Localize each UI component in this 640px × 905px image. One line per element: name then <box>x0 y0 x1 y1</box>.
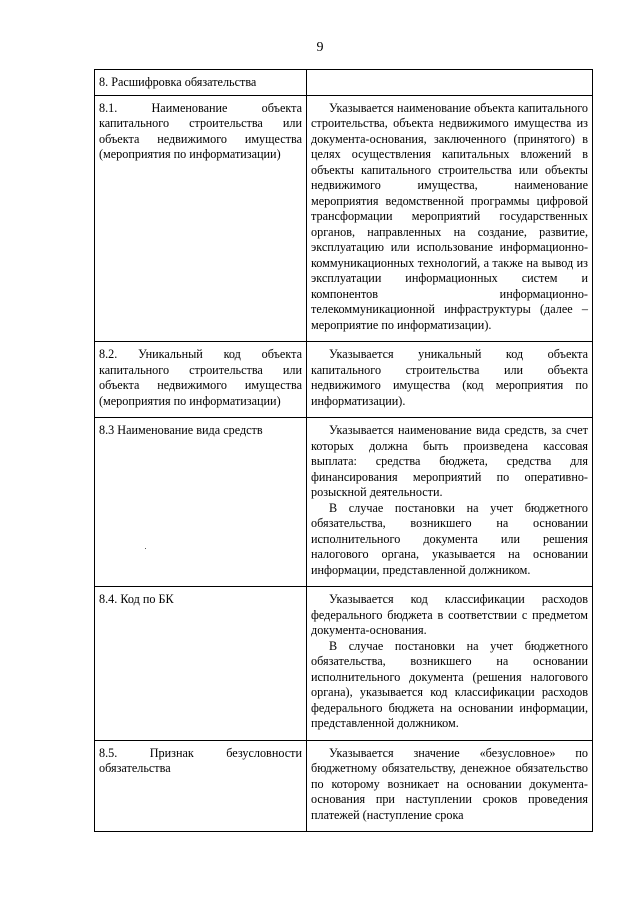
section-title: 8. Расшифровка обязательства <box>95 70 307 96</box>
field-name-cell: 8.1. Наименование объекта капитального строительства или объекта недвижимого имущества (мероприятия по информатизации) <box>95 95 307 342</box>
field-description-cell <box>307 587 593 741</box>
field-description-cell <box>307 342 593 418</box>
field-name-cell: 8.4. Код по БК <box>95 587 307 741</box>
field-name-cell: 8.5. Признак безусловности обязательства <box>95 740 307 832</box>
description-paragraph: Указывается наименование объекта капитального строительства, объекта недвижимого имущества из документа-основания, заключенного (принятого) в целях осуществления капитальных вложений в объекты капитального строительства или объекты недвижимого имущества, наименование мероприятия ведомственной программы цифровой трансформации мероприятий государственных органов, направленных на создание, развитие, эксплуатацию или использование информационно-коммуникационных технологий, а также на вывод из эксплуатации информационных систем и компонентов информационно-телекоммуникационной инфраструктуры (далее – мероприятие по информатизации). <box>311 100 588 332</box>
description-paragraph: Указывается значение «безусловное» по бюджетному обязательству, денежное обязательство по которому возникает на основании документа-основания при наступлении сроков проведения платежей (наступление срока <box>311 745 588 822</box>
field-description-cell <box>307 418 593 587</box>
description-paragraph: Указывается уникальный код объекта капитального строительства или объекта недвижимого имущества (код мероприятия по информатизации). <box>311 347 588 408</box>
table-row <box>95 95 593 342</box>
table-row <box>95 740 593 832</box>
description-paragraph: Указывается код классификации расходов федерального бюджета в соответствии с предметом документа-основания. <box>311 592 588 637</box>
table-row <box>95 342 593 418</box>
section-title-empty-cell <box>307 70 593 96</box>
description-paragraph: Указывается наименование вида средств, за счет которых должна быть произведена кассовая выплата: средства бюджета, средства для финансирования мероприятий по оперативно-розыскной деятельности. <box>311 423 588 499</box>
field-description-cell <box>307 740 593 832</box>
description-paragraph: В случае постановки на учет бюджетного обязательства, возникшего на основании исполнительного документа или решения налогового органа, указывается на основании информации, представленной должником. <box>311 500 588 577</box>
obligation-table <box>94 69 593 832</box>
description-paragraph: В случае постановки на учет бюджетного обязательства, возникшего на основании исполнительного документа (решения налогового органа), указывается код классификации расходов федерального бюджета на основании информации, представленной должником. <box>311 638 588 730</box>
field-name-cell: 8.2. Уникальный код объекта капитального строительства или объекта недвижимого имущества (мероприятия по информатизации) <box>95 342 307 418</box>
table-row <box>95 418 593 587</box>
scan-speck <box>145 548 146 549</box>
table-header-row <box>95 70 593 96</box>
page-number: 9 <box>316 40 324 55</box>
table-row <box>95 587 593 741</box>
field-name-cell: 8.3 Наименование вида средств <box>95 418 307 587</box>
field-description-cell <box>307 95 593 342</box>
